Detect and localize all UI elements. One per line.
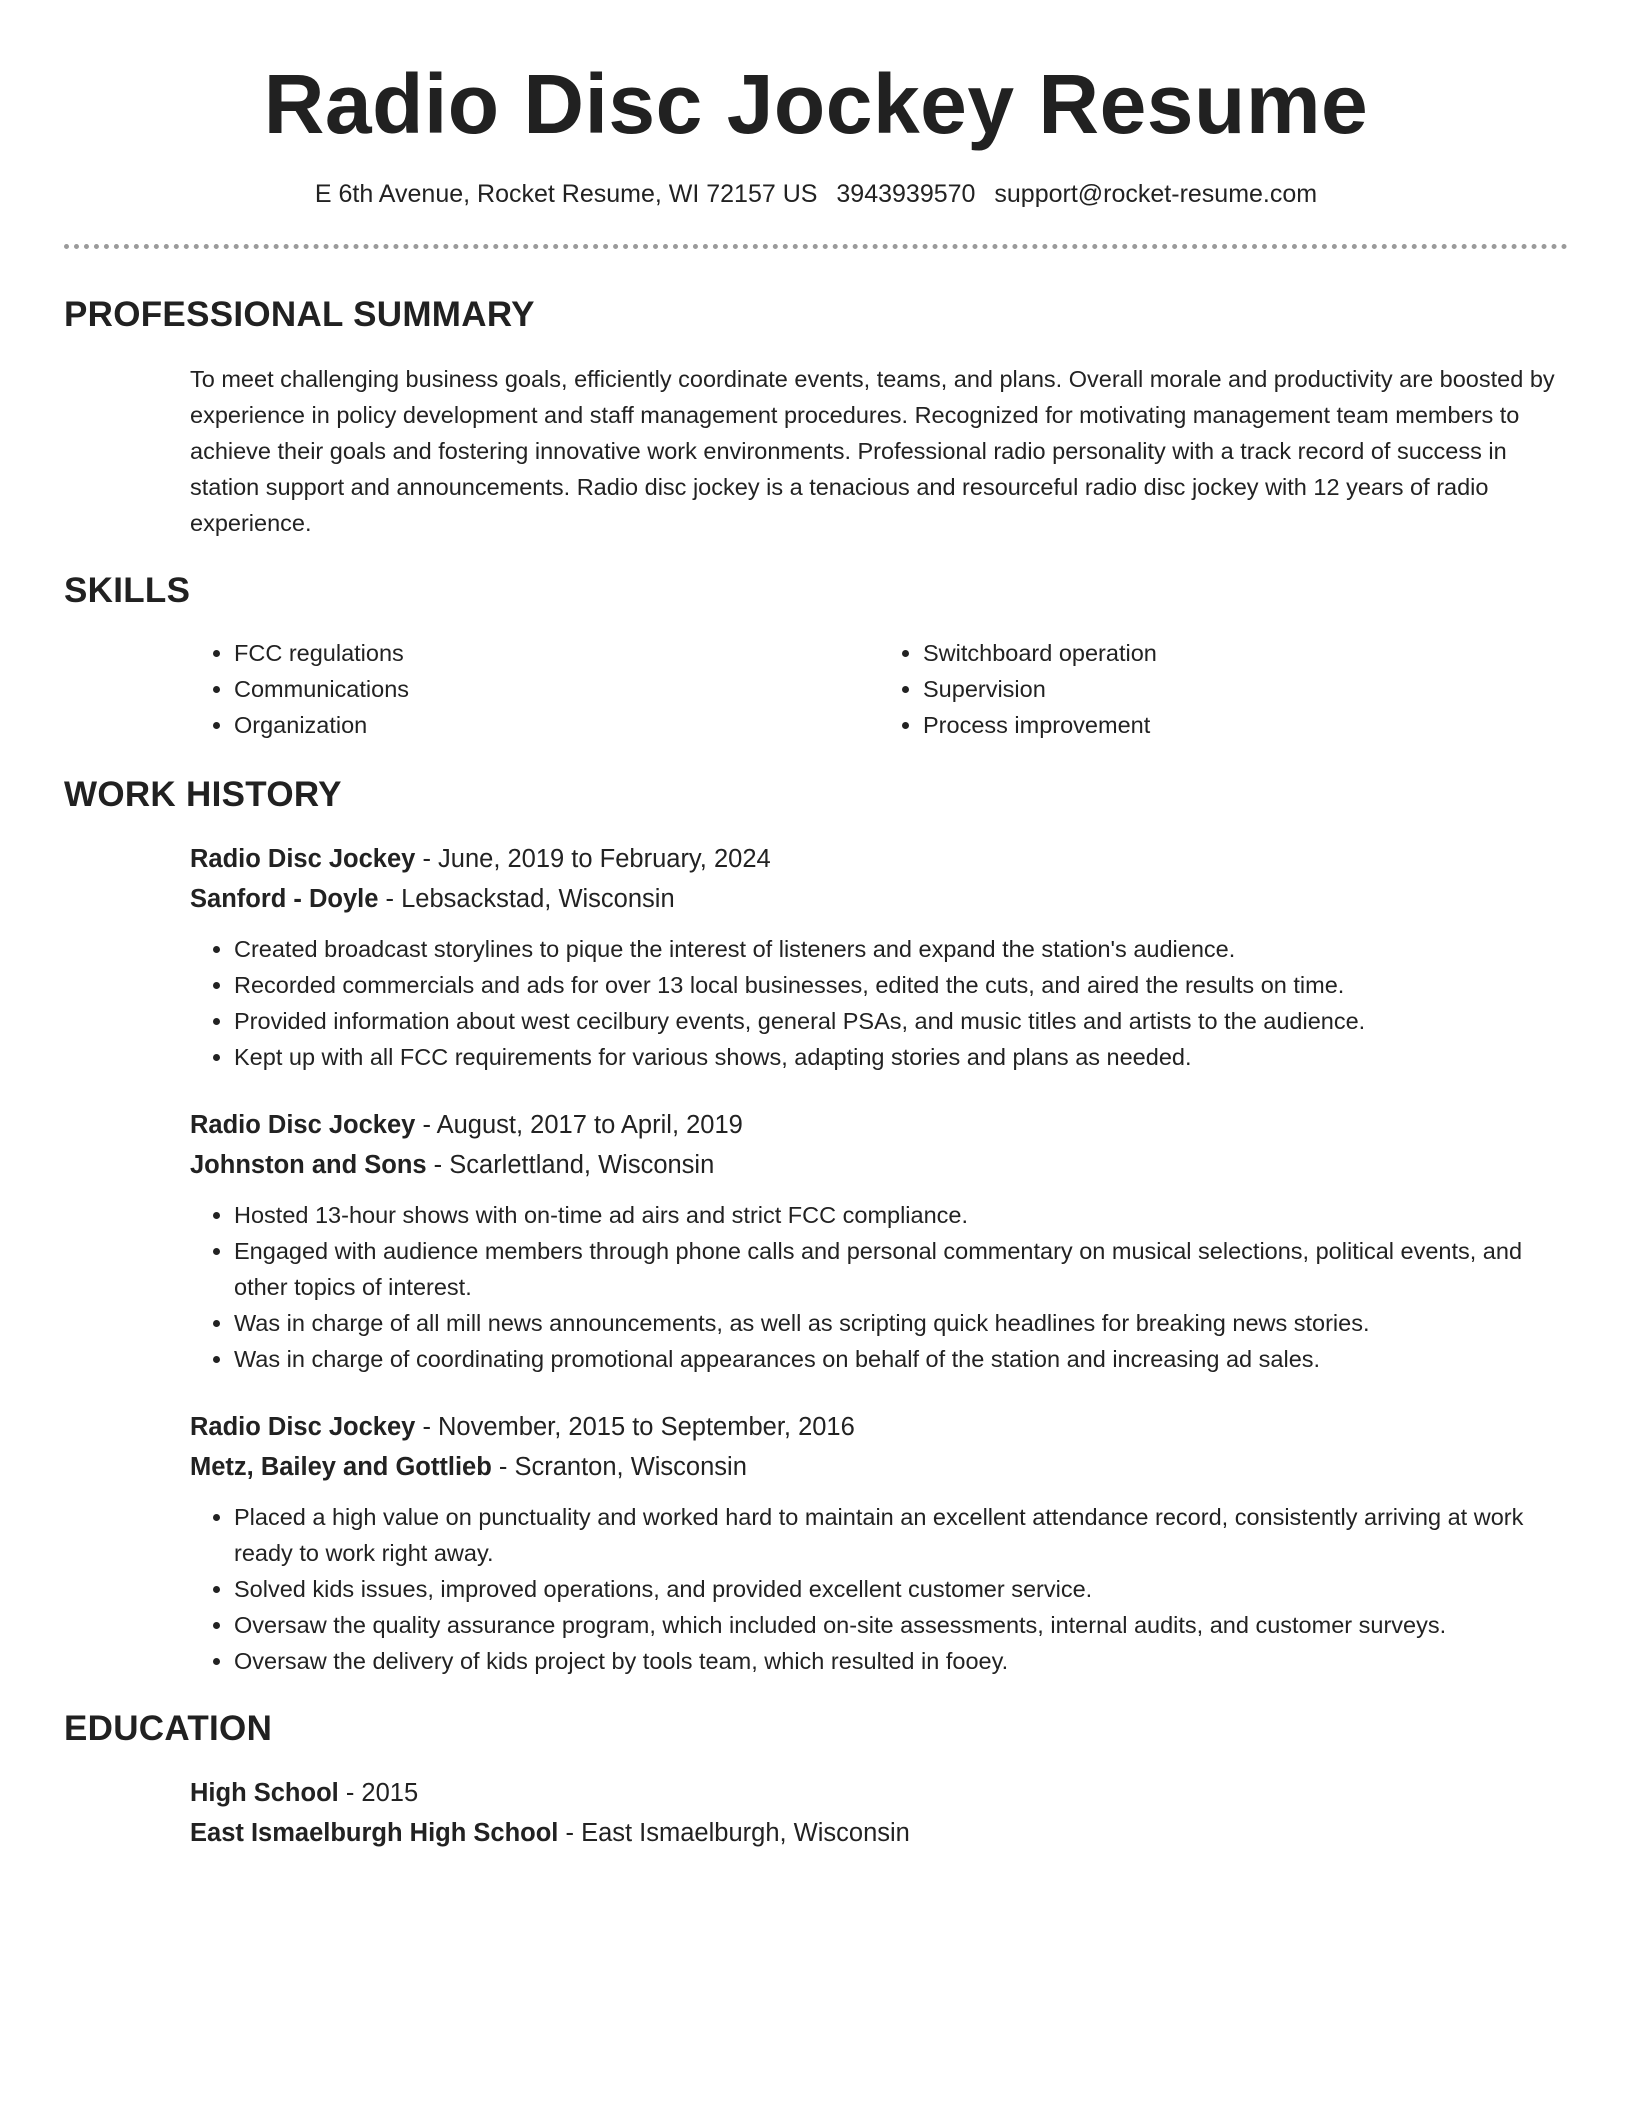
education-entry — [190, 1773, 1568, 1853]
summary-body — [190, 361, 1568, 541]
job-company-line — [190, 1447, 1568, 1487]
job-role: Radio Disc Jockey — [190, 1111, 416, 1139]
job-company-line — [190, 879, 1568, 919]
job-bullet: • Oversaw the delivery of kids project by tools team, which resulted in fooey. — [234, 1643, 1568, 1679]
job-company: Sanford - Doyle — [190, 885, 379, 913]
job-bullets — [190, 1499, 1568, 1679]
education-year: - 2015 — [338, 1779, 419, 1807]
job-company: Metz, Bailey and Gottlieb — [190, 1453, 492, 1481]
skill-item: • Organization — [234, 707, 879, 743]
header-divider — [64, 244, 1568, 249]
job-bullet: • Placed a high value on punctuality and worked hard to maintain an excellent attendance record, consistently arriving at work ready to work right away. — [234, 1499, 1568, 1571]
education-heading: EDUCATION — [64, 1709, 273, 1748]
job-location: - Scranton, Wisconsin — [491, 1453, 747, 1481]
resume-page — [64, 0, 1568, 1853]
contact-line — [64, 178, 1568, 210]
job-bullet: • Engaged with audience members through phone calls and personal commentary on musical selections, political events, and other topics of interest. — [234, 1233, 1568, 1305]
work-section — [64, 773, 1568, 1679]
education-section — [64, 1707, 1568, 1853]
summary-heading: PROFESSIONAL SUMMARY — [64, 295, 535, 334]
job-bullet: • Was in charge of coordinating promotional appearances on behalf of the station and increasing ad sales. — [234, 1341, 1568, 1377]
job-entry — [190, 839, 1568, 1075]
job-company-line — [190, 1145, 1568, 1185]
job-bullet: • Recorded commercials and ads for over 13 local businesses, edited the cuts, and aired the results on time. — [234, 967, 1568, 1003]
job-title-line — [190, 1105, 1568, 1145]
summary-section — [64, 293, 1568, 541]
education-school-line — [190, 1813, 1568, 1853]
skill-item: • Supervision — [923, 671, 1568, 707]
skills-heading: SKILLS — [64, 571, 191, 610]
summary-text: To meet challenging business goals, efficiently coordinate events, teams, and plans. Overall morale and productivity are boosted by experience in policy development and staff management procedures. Recognized for motivating management team members to achieve their goals and fostering innovative work environments. Professional radio personality with a track record of success in station support and announcements. Radio disc jockey is a tenacious and resourceful radio disc jockey with 12 years of radio experience. — [190, 366, 1555, 536]
job-bullet: • Kept up with all FCC requirements for various shows, adapting stories and plans as needed. — [234, 1039, 1568, 1075]
education-degree-line — [190, 1773, 1568, 1813]
job-company: Johnston and Sons — [190, 1151, 427, 1179]
job-bullet: • Was in charge of all mill news announcements, as well as scripting quick headlines for breaking news stories. — [234, 1305, 1568, 1341]
job-title-line — [190, 1407, 1568, 1447]
work-heading: WORK HISTORY — [64, 775, 342, 814]
job-entry — [190, 1105, 1568, 1377]
job-bullet: • Created broadcast storylines to pique the interest of listeners and expand the station's audience. — [234, 931, 1568, 967]
job-bullet: • Solved kids issues, improved operations, and provided excellent customer service. — [234, 1571, 1568, 1607]
contact-email: support@rocket-resume.com — [994, 180, 1318, 208]
skills-column-2 — [879, 635, 1568, 743]
education-school: East Ismaelburgh High School — [190, 1819, 559, 1847]
job-title-line — [190, 839, 1568, 879]
job-bullets — [190, 1197, 1568, 1377]
job-location: - Lebsackstad, Wisconsin — [378, 885, 675, 913]
skills-list — [190, 635, 1568, 743]
job-bullet: • Hosted 13-hour shows with on-time ad airs and strict FCC compliance. — [234, 1197, 1568, 1233]
job-dates: - November, 2015 to September, 2016 — [415, 1413, 855, 1441]
job-bullets — [190, 931, 1568, 1075]
job-dates: - August, 2017 to April, 2019 — [415, 1111, 743, 1139]
job-entry — [190, 1407, 1568, 1679]
job-role: Radio Disc Jockey — [190, 1413, 416, 1441]
skills-section — [64, 569, 1568, 743]
skill-item: • Communications — [234, 671, 879, 707]
job-dates: - June, 2019 to February, 2024 — [415, 845, 771, 873]
skills-column-1 — [190, 635, 879, 743]
resume-title: Radio Disc Jockey Resume — [263, 57, 1369, 151]
job-location: - Scarlettland, Wisconsin — [426, 1151, 715, 1179]
job-bullet: • Oversaw the quality assurance program, which included on-site assessments, internal audits, and customer surveys. — [234, 1607, 1568, 1643]
education-degree: High School — [190, 1779, 339, 1807]
contact-address: E 6th Avenue, Rocket Resume, WI 72157 US — [314, 180, 818, 208]
skill-item: • FCC regulations — [234, 635, 879, 671]
skill-item: • Switchboard operation — [923, 635, 1568, 671]
skill-item: • Process improvement — [923, 707, 1568, 743]
contact-phone: 3943939570 — [836, 180, 976, 208]
education-location: - East Ismaelburgh, Wisconsin — [558, 1819, 910, 1847]
job-role: Radio Disc Jockey — [190, 845, 416, 873]
job-bullet: • Provided information about west cecilbury events, general PSAs, and music titles and artists to the audience. — [234, 1003, 1568, 1039]
